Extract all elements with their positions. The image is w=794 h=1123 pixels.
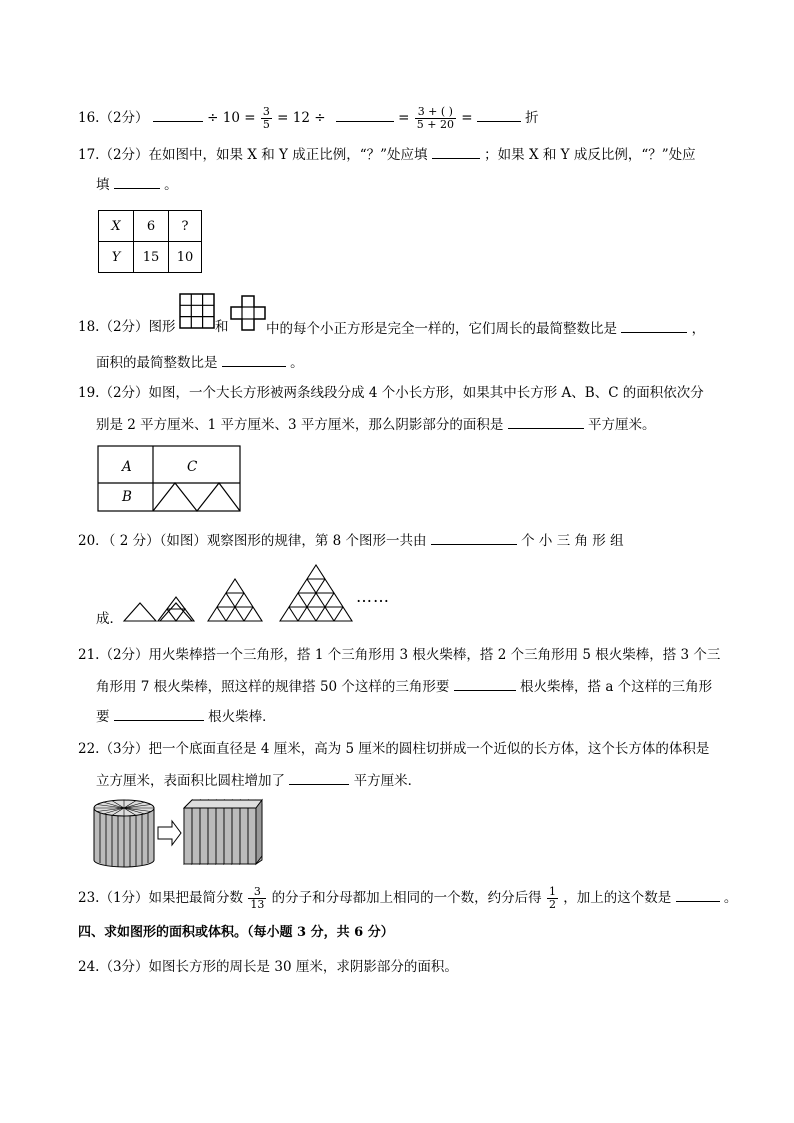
- q21-text-2a: 角形用 7 根火柴棒，照这样的规律搭 50 个这样的三角形要: [96, 679, 450, 695]
- q21-text-3b: 根火柴棒．: [208, 709, 276, 725]
- q18-blank-1[interactable]: [621, 318, 687, 333]
- q18-text-a: 18.（2分）图形: [78, 319, 176, 335]
- q21-text-1: 21.（2分）用火柴棒搭一个三角形，搭 1 个三角形用 3 根火柴棒，搭 2 个三角形用 5 根火柴棒，搭 3 个三: [78, 647, 721, 663]
- q20-text-1end: 个 小 三 角 形 组: [521, 533, 624, 549]
- q24-line: 24.（3分）如图长方形的周长是 30 厘米，求阴影部分的面积。: [78, 959, 458, 975]
- q16-number: 16.（2分）: [78, 110, 149, 126]
- q17-cell-unknown: ?: [169, 211, 202, 242]
- q20-line-1: [78, 530, 624, 550]
- q22-text-2b: 平方厘米．: [353, 773, 422, 789]
- q18-blank-2[interactable]: [222, 352, 286, 367]
- q21-blank-2[interactable]: [114, 706, 204, 721]
- q16-blank-1[interactable]: [153, 107, 203, 122]
- q19-label-b: B: [122, 489, 132, 505]
- q21-text-2b: 根火柴棒，搭 a 个这样的三角形: [520, 679, 713, 695]
- q19-rectangle-figure: [97, 445, 242, 513]
- q17-text-1: 17.（2分）在如图中，如果 X 和 Y 成正比例，“？”处应填: [78, 147, 428, 163]
- section-4-title: 四、求如图形的面积或体积。（每小题 3 分，共 6 分）: [78, 925, 394, 940]
- q19-blank[interactable]: [508, 414, 584, 429]
- q19-label-a: A: [122, 459, 132, 475]
- q21-line-2: [96, 676, 712, 696]
- q21-line-3: [96, 706, 276, 726]
- q17-cell-10: 10: [169, 242, 202, 273]
- q16-fraction-sum: $\frac{3 + ( )}{5 + 20}$: [416, 105, 454, 131]
- q16-zhe: 折: [525, 110, 539, 126]
- q17-line-1: [78, 144, 696, 164]
- q18-text-d: ，: [691, 321, 706, 337]
- q18-line-1: [78, 318, 176, 336]
- q18-text-b: 和: [215, 319, 229, 335]
- q17-cell-y: Y: [99, 242, 134, 273]
- q21-blank-1[interactable]: [454, 676, 516, 691]
- q19-line-1: [78, 384, 704, 402]
- q22-text-1: 22.（3分）把一个底面直径是 4 厘米，高为 5 厘米的圆柱切拼成一个近似的长方体，这个长方体的体积是: [78, 741, 710, 757]
- q20-ellipsis: ……: [356, 587, 390, 606]
- q18-text-c: 中的每个小正方形是完全一样的，它们周长的最简整数比是: [266, 321, 617, 337]
- q20-blank[interactable]: [431, 530, 517, 545]
- q18-text-line2end: 。: [290, 355, 304, 371]
- q23-line: [78, 886, 737, 911]
- q19-text-2end: 平方厘米。: [588, 417, 656, 433]
- q17-line-2: [96, 174, 178, 194]
- q23-text-a: 23.（1分）如果把最简分数: [78, 890, 244, 906]
- q23-text-b: 的分子和分母都加上相同的一个数，约分后得: [271, 890, 542, 906]
- q17-cell-15: 15: [134, 242, 169, 273]
- q17-text-2a: 填: [96, 177, 110, 193]
- q18-line-1-rest: [266, 318, 705, 338]
- q16-div10: ÷ 10 =: [207, 110, 256, 126]
- q17-blank-1[interactable]: [432, 144, 480, 159]
- q17-blank-2[interactable]: [114, 174, 160, 189]
- q22-cylinder-to-cuboid-figure: [92, 798, 264, 868]
- q22-line-2: [96, 770, 421, 790]
- q22-blank[interactable]: [289, 770, 349, 785]
- q16-blank-3[interactable]: [477, 107, 521, 122]
- q23-fraction-3-13: $\frac{3}{13}$: [250, 885, 265, 911]
- q19-text-2: 别是 2 平方厘米、1 平方厘米、3 平方厘米，那么阴影部分的面积是: [96, 417, 504, 433]
- q18-he: [215, 318, 229, 336]
- q18-grid-figure: [179, 293, 215, 329]
- q19-line-2: [96, 414, 656, 434]
- q17-cell-x: X: [99, 211, 134, 242]
- q17-text-2b: 。: [164, 177, 178, 193]
- q16-line: [78, 106, 539, 131]
- q19-label-c: C: [187, 459, 198, 475]
- q16-eq12: = 12 ÷: [277, 110, 326, 126]
- q17-cell-6: 6: [134, 211, 169, 242]
- q18-line-2: [96, 352, 304, 372]
- q17-text-1b: ；如果 X 和 Y 成反比例，“？”处应: [484, 147, 696, 163]
- q23-text-d: 。: [723, 890, 738, 906]
- q17-xy-table: [98, 210, 202, 273]
- q23-blank[interactable]: [676, 887, 720, 902]
- q16-eq: =: [398, 110, 410, 126]
- q20-text-1: 20．（ 2 分）（如图）观察图形的规律，第 8 个图形一共由: [78, 533, 427, 549]
- q18-text-line2: 面积的最简整数比是: [96, 355, 218, 371]
- q18-cross-figure: [230, 295, 266, 331]
- q22-line-1: [78, 740, 709, 758]
- q16-eq2: =: [461, 110, 473, 126]
- q22-text-2a: 立方厘米，表面积比圆柱增加了: [96, 773, 285, 789]
- q19-text-1: 19.（2分）如图，一个大长方形被两条线段分成 4 个小长方形，如果其中长方形 A、B、C 的面积依次分: [78, 385, 704, 401]
- q23-fraction-1-2: $\frac{1}{2}$: [548, 885, 556, 911]
- q16-fraction-3-5: $\frac{3}{5}$: [262, 105, 270, 131]
- q21-text-3a: 要: [96, 709, 110, 725]
- q21-line-1: [78, 646, 720, 664]
- q20-text-2: 成．: [96, 611, 123, 627]
- q23-text-c: ，加上的这个数是: [563, 890, 672, 906]
- q16-blank-2[interactable]: [336, 107, 394, 122]
- q20-line-2: [96, 610, 123, 628]
